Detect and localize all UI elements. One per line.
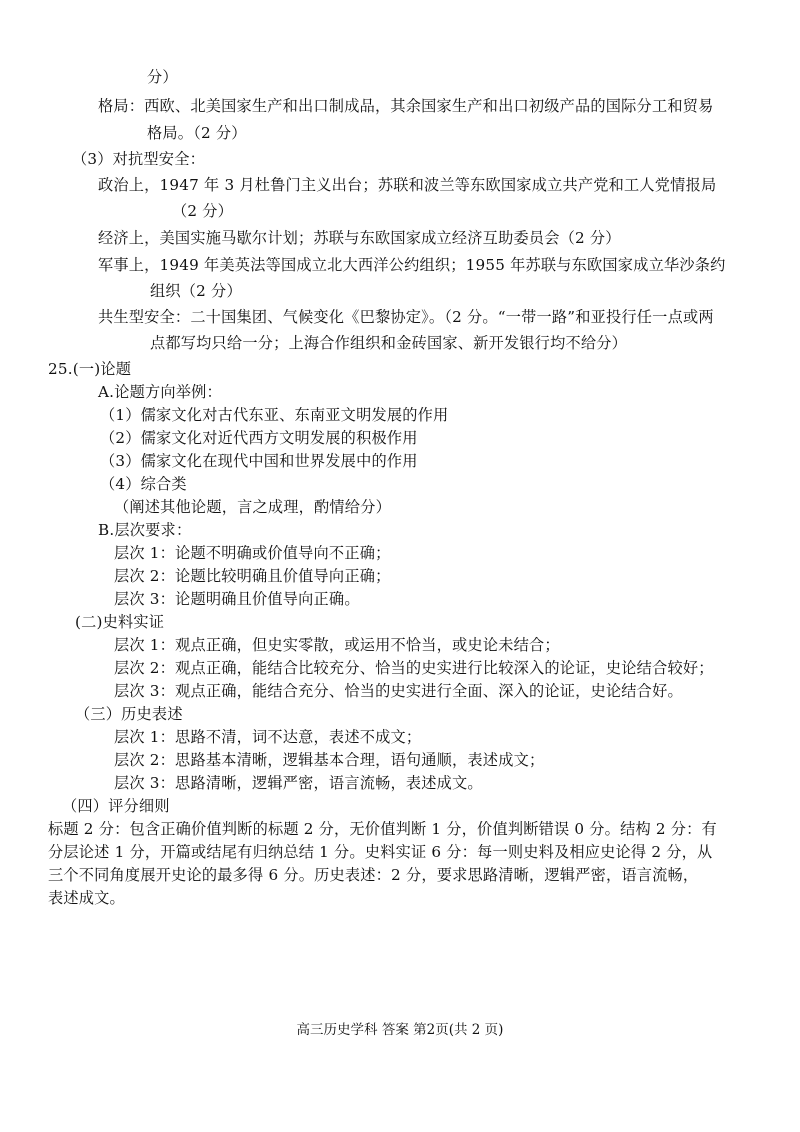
military-line-1: 军事上，1949 年美英法等国成立北大西洋公约组织；1955 年苏联与东欧国家成立华沙条约	[98, 256, 726, 274]
part2-level: 层次 3：观点正确，能结合充分、恰当的史实进行全面、深入的论证，史论结合好。	[114, 682, 683, 700]
economy-line: 经济上，美国实施马歇尔计划；苏联与东欧国家成立经济互助委员会（2 分）	[98, 229, 621, 247]
part2-level: 层次 1：观点正确，但史实零散，或运用不恰当，或史论未结合；	[114, 636, 560, 654]
part3-level: 层次 3：思路清晰，逻辑严密，语言流畅，表述成文。	[114, 774, 483, 792]
b-level: 层次 3：论题明确且价值导向正确。	[114, 590, 360, 608]
symbiosis-line-2: 点都写均只给一分；上海合作组织和金砖国家、新开发银行均不给分）	[150, 334, 628, 352]
page-footer: 高三历史学科 答案 第2页(共 2 页)	[296, 1022, 504, 1038]
part3-level: 层次 1：思路不清，词不达意，表述不成文；	[114, 728, 422, 746]
section-3-heading: （3）对抗型安全：	[72, 150, 205, 168]
politics-line-1: 政治上，1947 年 3 月杜鲁门主义出台；苏联和波兰等东欧国家成立共产党和工人党情报局	[98, 176, 717, 194]
part4-line: 三个不同角度展开史论的最多得 6 分。历史表述：2 分，要求思路清晰，逻辑严密，语言流畅，	[48, 866, 699, 884]
politics-line-2: （2 分）	[172, 202, 234, 220]
b-level: 层次 1：论题不明确或价值导向不正确；	[114, 544, 391, 562]
part4-line: 分层论述 1 分，开篇或结尾有归纳总结 1 分。史料实证 6 分：每一则史料及相应史论得 2 分，从	[48, 843, 713, 861]
fen-close-text: 分）	[147, 68, 178, 86]
a-item: （1）儒家文化对古代东亚、东南亚文明发展的作用	[100, 406, 449, 424]
part4-line: 标题 2 分：包含正确价值判断的标题 2 分，无价值判断 1 分，价值判断错误 0 分。结构 2 分：有	[48, 820, 717, 838]
b-heading: B.层次要求：	[98, 521, 192, 539]
symbiosis-line-1: 共生型安全：二十国集团、气候变化《巴黎协定》。（2 分。“一带一路”和亚投行任一点或两	[98, 308, 714, 326]
a-item: （2）儒家文化对近代西方文明发展的积极作用	[100, 429, 418, 447]
a-item: （3）儒家文化在现代中国和世界发展中的作用	[100, 452, 418, 470]
a-note: （阐述其他论题，言之成理，酌情给分）	[114, 498, 391, 516]
part4-line: 表述成文。	[48, 889, 125, 907]
part3-heading: （三）历史表述	[75, 705, 183, 723]
geju-line-2: 格局。（2 分）	[147, 124, 247, 142]
a-heading: A.论题方向举例：	[98, 383, 222, 401]
part2-level: 层次 2：观点正确，能结合比较充分、恰当的史实进行比较深入的论证，史论结合较好；	[114, 659, 714, 677]
b-level: 层次 2：论题比较明确且价值导向正确；	[114, 567, 391, 585]
geju-line-1: 格局：西欧、北美国家生产和出口制成品，其余国家生产和出口初级产品的国际分工和贸易	[98, 97, 714, 115]
part2-heading: (二)史料实证	[75, 613, 165, 631]
a-item: （4）综合类	[100, 475, 187, 493]
part3-level: 层次 2：思路基本清晰，逻辑基本合理，语句通顺，表述成文；	[114, 751, 545, 769]
military-line-2: 组织（2 分）	[150, 282, 242, 300]
q25-heading: 25.(一)论题	[48, 360, 132, 378]
part4-heading: （四）评分细则	[62, 797, 170, 815]
